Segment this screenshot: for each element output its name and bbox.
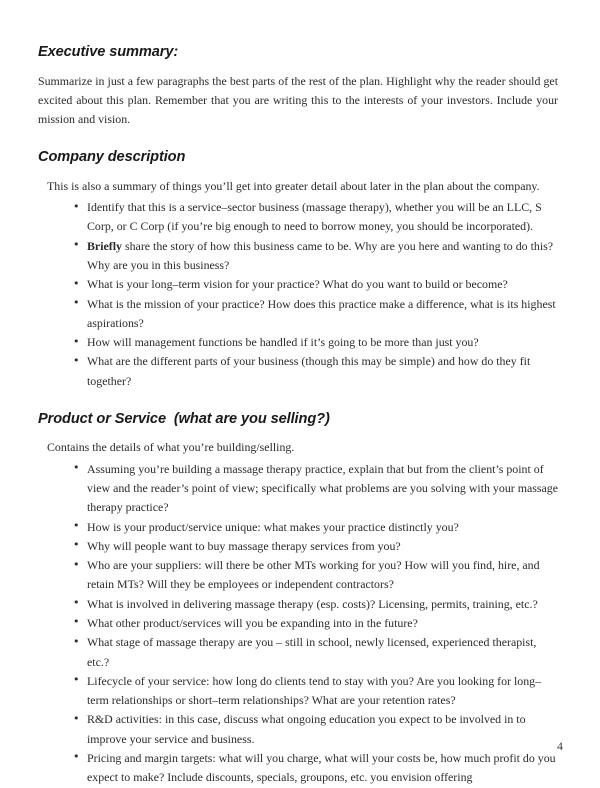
list-item: • How will management functions be handled if it’s going to be more than just you? [38, 333, 560, 352]
paragraph-company-description: This is also a summary of things you’ll get into greater detail about later in the plan about the company. [47, 178, 540, 193]
section-heading-product-or-service: Product or Service (what are you selling?) [38, 410, 330, 427]
list-item: • How is your product/service unique: what makes your practice distinctly you? [38, 518, 560, 537]
list-item: • What is your long–term vision for your practice? What do you want to build or become? [38, 275, 560, 294]
section-product-or-service [38, 411, 560, 788]
section-company-description [38, 149, 560, 391]
bullet-list-company-description [38, 198, 560, 391]
list-item: • Briefly share the story of how this business came to be. Why are you here and wanting to do this? Why are you in this business? [38, 237, 560, 276]
list-item: • Pricing and margin targets: what will you charge, what will your costs be, how much profit do you expect to make? Include discounts, specials, groupons, etc. you envision offering [38, 749, 560, 788]
list-item: • What stage of massage therapy are you – still in school, newly licensed, experienced therapist, etc.? [38, 633, 560, 672]
list-item: • Why will people want to buy massage therapy services from you? [38, 537, 560, 556]
list-item: • What is the mission of your practice? How does this practice make a difference, what is its highest aspirations? [38, 295, 560, 334]
list-item: • R&D activities: in this case, discuss what ongoing education you expect to be involved in to improve your service and business. [38, 710, 560, 749]
list-item: • What is involved in delivering massage therapy (esp. costs)? Licensing, permits, training, etc.? [38, 595, 560, 614]
list-item: • What are the different parts of your business (though this may be simple) and how do they fit together? [38, 352, 560, 391]
paragraph-executive-summary: Summarize in just a few paragraphs the best parts of the rest of the plan. Highlight why the reader should get excited about this plan. Remember that you are writing this to the interests of your investors. Include your mission and vision. [38, 73, 558, 127]
list-item: • Assuming you’re building a massage therapy practice, explain that but from the client’s point of view and the reader’s point of view; specifically what problems are you solving with your massage therapy practice? [38, 460, 560, 518]
section-executive-summary [38, 44, 560, 129]
section-heading-executive-summary: Executive summary: [38, 44, 179, 60]
paragraph-product-or-service: Contains the details of what you’re building/selling. [47, 440, 295, 455]
list-item: • Identify that this is a service–sector business (massage therapy), whether you will be an LLC, S Corp, or C Corp (if you’re big enough to need to borrow money, you should be incorporated). [38, 198, 560, 237]
list-item: • Who are your suppliers: will there be other MTs working for you? How will you find, hire, and retain MTs? Will they be employees or independent contractors? [38, 556, 560, 595]
list-item: • What other product/services will you be expanding into in the future? [38, 614, 560, 633]
list-item: • Lifecycle of your service: how long do clients tend to stay with you? Are you looking for long–term relationships or short–term relationships? What are your retention rates? [38, 672, 560, 711]
emphasis-text: Briefly [87, 238, 122, 253]
page-number: 4 [557, 739, 563, 753]
section-heading-company-description: Company description [38, 149, 186, 166]
bullet-list-product-or-service [38, 460, 560, 788]
